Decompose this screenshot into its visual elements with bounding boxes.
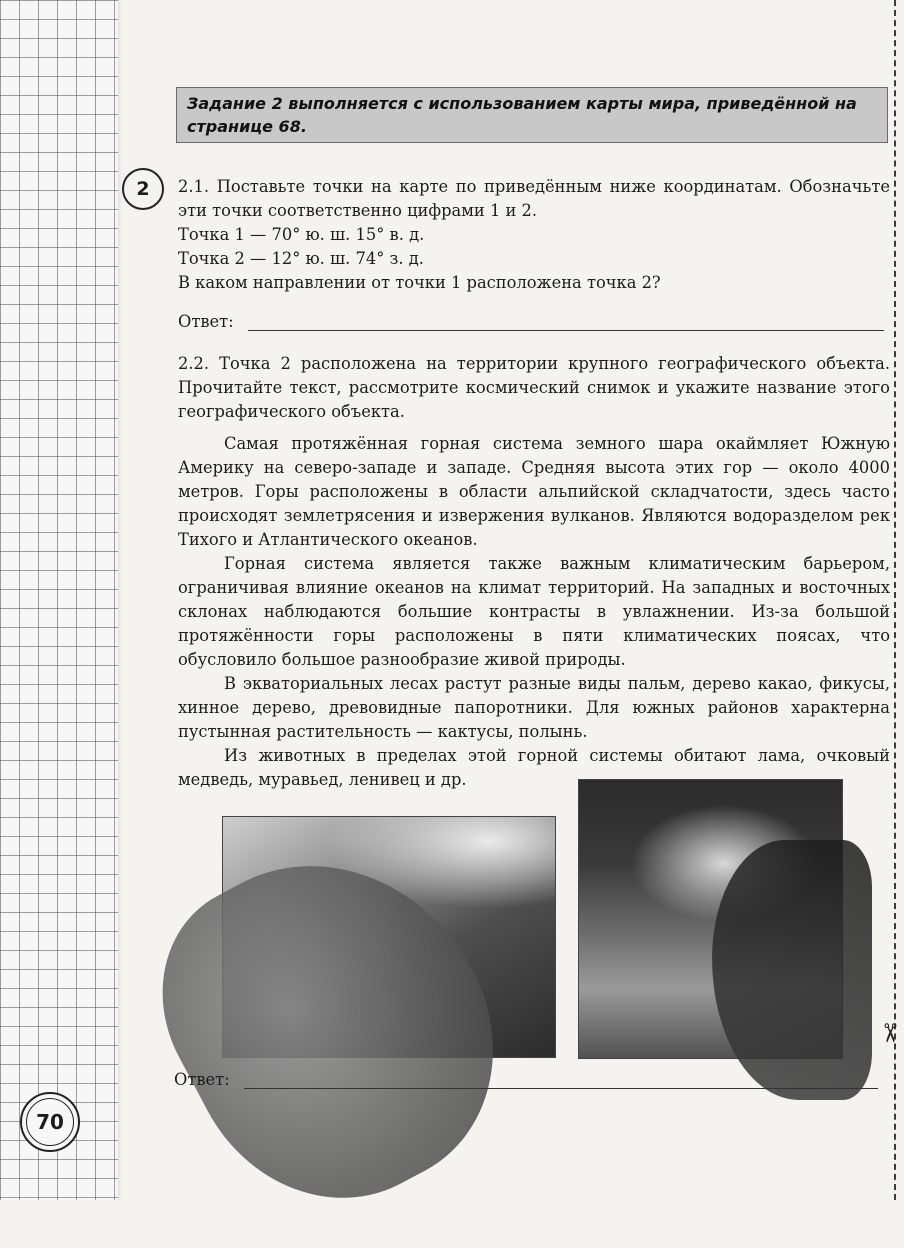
- satellite-image-left: [222, 816, 556, 1058]
- satellite-sea-shape: [712, 840, 872, 1100]
- answer-line-2-2[interactable]: [244, 1072, 878, 1089]
- passage-paragraph: Горная система является также важным климатическим барьером, ограничивая влияние океанов на климат территорий. На западных и восточных склонах наблюдаются большие контрасты в увлажнении. Из-за большой протяжённости горы расположены в пяти климатических поясах, что обусловило большое разнообразие живой природы.: [178, 554, 890, 669]
- answer-line-2-1[interactable]: [248, 314, 884, 331]
- graph-paper-margin: [0, 0, 118, 1200]
- answer-row-2-2: [174, 1070, 878, 1089]
- margin-shadow: [118, 0, 122, 1200]
- page-number: 70: [26, 1098, 74, 1146]
- reading-passage: [178, 432, 890, 792]
- answer-row-2-1: [178, 312, 884, 331]
- instruction-text: Задание 2 выполняется с использованием карты мира, приведённой на странице 68.: [187, 94, 857, 136]
- question-2-2: [178, 352, 890, 424]
- final-answer-label: Ответ:: [174, 1070, 230, 1089]
- direction-question: В каком направлении от точки 1 расположена точка 2?: [178, 273, 661, 292]
- passage-paragraph: Из животных в пределах этой горной системы обитают лама, очковый медведь, муравьед, ленивец и др.: [178, 746, 890, 789]
- page-number-badge: [20, 1092, 80, 1152]
- question-2-2-prompt: 2.2. Точка 2 расположена на территории крупного географического объекта. Прочитайте текст, рассмотрите космический снимок и укажите название этого географического объекта.: [178, 354, 890, 421]
- answer-label: Ответ:: [178, 312, 234, 331]
- scissors-icon: ✂: [874, 1022, 904, 1044]
- question-2-1-prompt: 2.1. Поставьте точки на карте по приведённым ниже координатам. Обозначьте эти точки соответственно цифрами 1 и 2.: [178, 177, 890, 220]
- point-1-coordinates: Точка 1 — 70° ю. ш. 15° в. д.: [178, 225, 425, 244]
- passage-paragraph: Самая протяжённая горная система земного шара окаймляет Южную Америку на северо-западе и западе. Средняя высота этих гор — около 4000 метров. Горы расположены в области альпийской складчатости, здесь часто происходят землетрясения и извержения вулканов. Являются водоразделом рек Тихого и Атлантического океанов.: [178, 434, 890, 549]
- cut-line: [894, 0, 896, 1200]
- question-2-1: [178, 175, 890, 295]
- task-number-badge: [122, 168, 164, 210]
- passage-paragraph: В экваториальных лесах растут разные виды пальм, дерево какао, фикусы, хинное дерево, древовидные папоротники. Для южных районов характерна пустынная растительность — кактусы, полынь.: [178, 674, 890, 741]
- task-number: 2: [136, 178, 150, 200]
- instruction-box: [176, 87, 888, 143]
- point-2-coordinates: Точка 2 — 12° ю. ш. 74° з. д.: [178, 249, 424, 268]
- satellite-land-shape: [121, 806, 546, 1247]
- satellite-image-right: [578, 779, 843, 1059]
